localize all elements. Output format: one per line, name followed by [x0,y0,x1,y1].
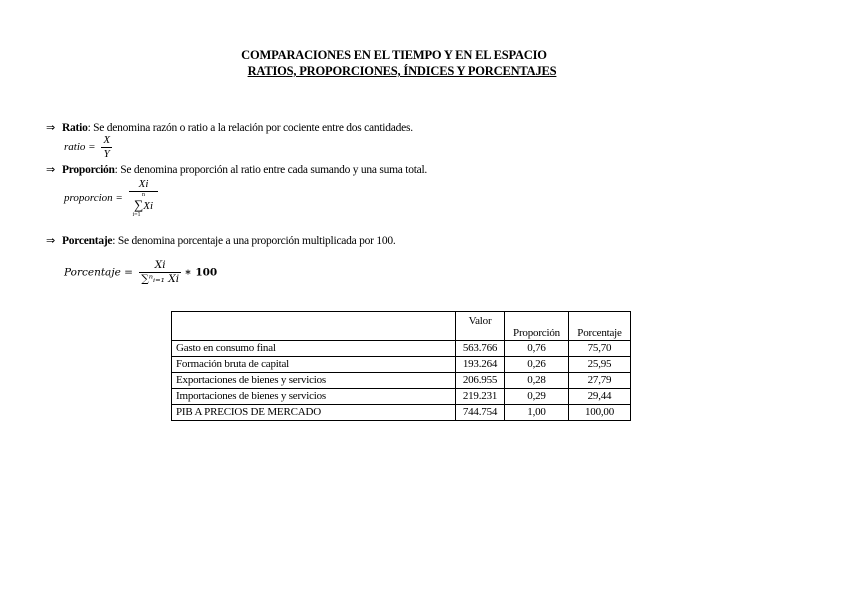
proporcion-term: Proporción [62,164,115,176]
macro-aggregates-table [171,311,631,421]
table-row [172,389,631,405]
table-header-porcentaje: Porcentaje [569,312,631,341]
sum-variable: Xi [143,200,154,212]
proporcion-text: : Se denomina proporción al ratio entre cada sumando y una suma total. [114,164,428,176]
porcentaje-formula-lhs: Porcentaje = [64,266,133,279]
proporcion-formula-lhs: proporcion = [64,192,123,205]
ratio-term: Ratio [62,122,88,134]
ratio-numerator: X [103,134,111,146]
porcentaje-numerator: Xi [139,259,181,273]
sum-lower-limit: i=1 [132,212,141,218]
row-valor: 744.754 [456,405,505,421]
row-valor: 219.231 [456,389,505,405]
row-porcentaje: 75,70 [569,341,631,357]
row-proporcion: 0,29 [505,389,569,405]
implies-arrow-icon: ⇒ [46,121,55,134]
ratio-formula-lhs: ratio = [64,141,96,154]
row-proporcion: 1,00 [505,405,569,421]
table-row [172,357,631,373]
table-header-valor: Valor [456,312,505,341]
document-title-line1: COMPARACIONES EN EL TIEMPO Y EN EL ESPACIO [241,48,547,62]
row-label: Exportaciones de bienes y servicios [172,373,456,389]
implies-arrow-icon: ⇒ [46,163,55,176]
table-header-proporcion: Proporción [505,312,569,341]
porcentaje-formula [64,259,217,286]
row-label: Gasto en consumo final [172,341,456,357]
proporcion-definition [46,163,427,176]
proporcion-numerator: Xi [129,178,159,192]
ratio-definition [46,121,413,134]
document-title-line2: RATIOS, PROPORCIONES, ÍNDICES Y PORCENTAJES [247,64,557,78]
row-valor: 193.264 [456,357,505,373]
row-porcentaje: 29,44 [569,389,631,405]
sum-upper-limit: n [142,192,145,198]
ratio-fraction [101,134,112,161]
row-valor: 206.955 [456,373,505,389]
porcentaje-text: : Se denomina porcentaje a una proporción multiplicada por 100. [112,235,396,247]
implies-arrow-icon: ⇒ [46,234,55,247]
row-label: PIB A PRECIOS DE MERCADO [172,405,456,421]
proporcion-denominator [129,192,159,219]
row-label: Formación bruta de capital [172,357,456,373]
porcentaje-denominator: ∑ⁿᵢ₌₁ Xi [141,273,180,285]
porcentaje-definition [46,234,395,247]
table-header-row [172,312,631,341]
table-row-total [172,405,631,421]
ratio-formula [64,134,112,161]
porcentaje-multiplier: ∗ 100 [184,266,218,279]
porcentaje-fraction [139,259,181,286]
row-proporcion: 0,76 [505,341,569,357]
table-row [172,373,631,389]
ratio-denominator: Y [103,148,110,160]
row-porcentaje: 25,95 [569,357,631,373]
row-proporcion: 0,26 [505,357,569,373]
summation-icon: ∑ [133,197,144,212]
proporcion-formula [64,178,158,219]
row-porcentaje: 27,79 [569,373,631,389]
table-row [172,341,631,357]
row-proporcion: 0,28 [505,373,569,389]
row-porcentaje: 100,00 [569,405,631,421]
row-valor: 563.766 [456,341,505,357]
porcentaje-term: Porcentaje [62,235,113,247]
table-header-label [172,312,456,341]
row-label: Importaciones de bienes y servicios [172,389,456,405]
ratio-text: : Se denomina razón o ratio a la relación por cociente entre dos cantidades. [87,122,413,134]
proporcion-fraction [129,178,159,219]
